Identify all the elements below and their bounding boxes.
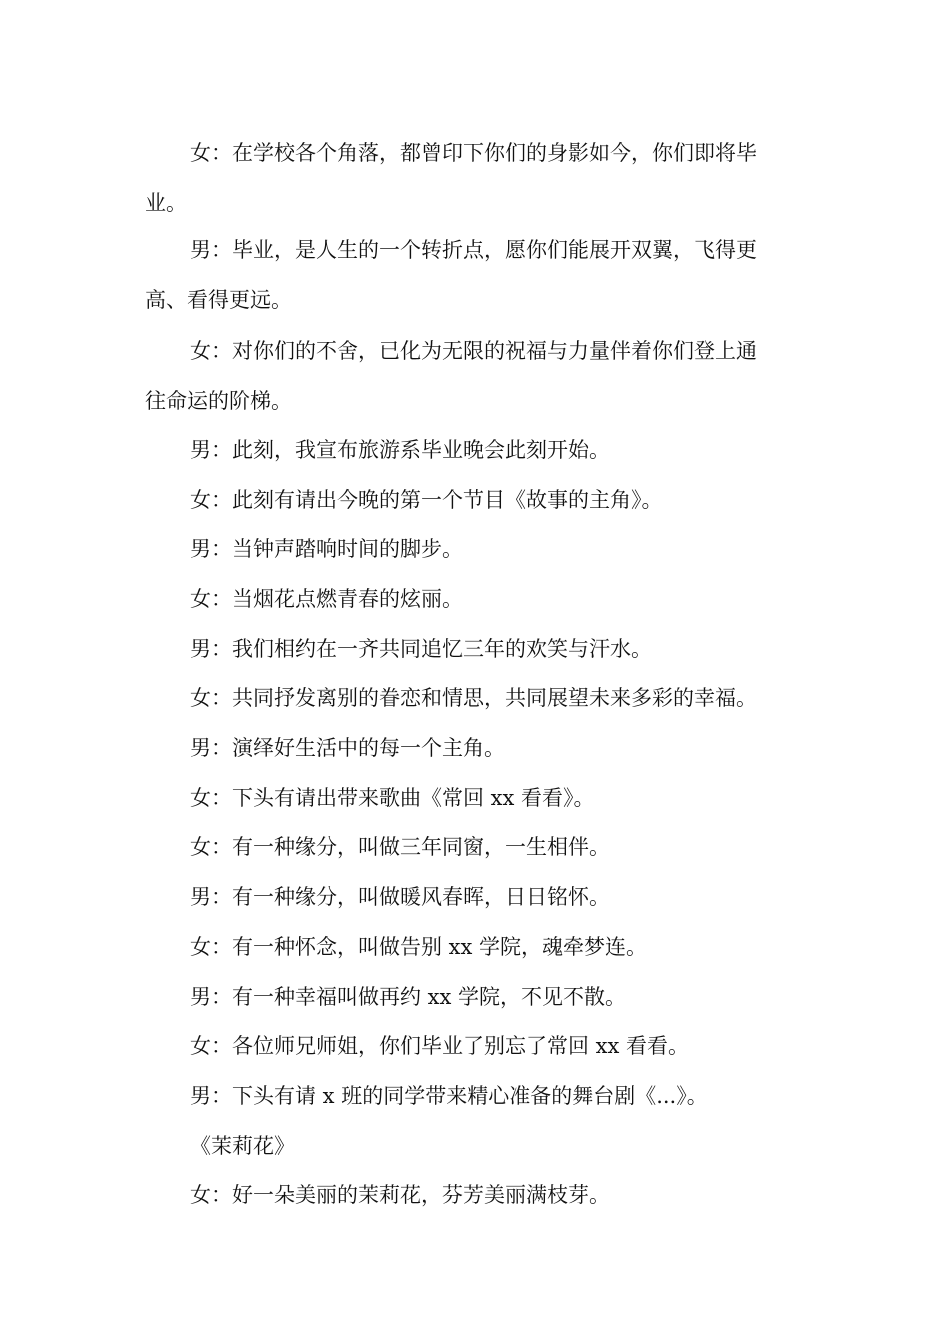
text-line: 女：共同抒发离别的眷恋和情思，共同展望未来多彩的幸福。 xyxy=(190,686,757,710)
paragraph xyxy=(145,128,810,228)
text-line: 业。 xyxy=(145,191,187,215)
paragraph xyxy=(145,475,810,525)
text-line: 女：好一朵美丽的茉莉花，芬芳美丽满枝芽。 xyxy=(190,1183,610,1207)
paragraph xyxy=(145,922,810,972)
text-line: 往命运的阶梯。 xyxy=(145,389,292,413)
text-line: 男：有一种幸福叫做再约 xx 学院，不见不散。 xyxy=(190,985,627,1009)
text-line: 女：当烟花点燃青春的炫丽。 xyxy=(190,587,463,611)
paragraph xyxy=(145,225,810,325)
text-line: 女：有一种怀念，叫做告别 xx 学院，魂牵梦连。 xyxy=(190,935,648,959)
paragraph xyxy=(145,872,810,922)
text-line: 女：此刻有请出今晚的第一个节目《故事的主角》。 xyxy=(190,488,663,512)
text-line: 女：有一种缘分，叫做三年同窗，一生相伴。 xyxy=(190,835,610,859)
paragraph xyxy=(145,723,810,773)
text-line: 男：当钟声踏响时间的脚步。 xyxy=(190,537,463,561)
paragraph xyxy=(145,1021,810,1071)
paragraph xyxy=(145,1071,810,1121)
section-heading xyxy=(145,1121,810,1171)
text-line: 男：有一种缘分，叫做暖风春晖，日日铭怀。 xyxy=(190,885,610,909)
text-line: 女：在学校各个角落，都曾印下你们的身影如今，你们即将毕 xyxy=(190,141,757,165)
paragraph xyxy=(145,773,810,823)
text-line: 女：下头有请出带来歌曲《常回 xx 看看》。 xyxy=(190,786,595,810)
paragraph xyxy=(145,425,810,475)
text-line: 男：我们相约在一齐共同追忆三年的欢笑与汗水。 xyxy=(190,637,652,661)
text-line: 男：此刻，我宣布旅游系毕业晚会此刻开始。 xyxy=(190,438,610,462)
text-line: 高、看得更远。 xyxy=(145,288,292,312)
text-line: 男：演绎好生活中的每一个主角。 xyxy=(190,736,505,760)
paragraph xyxy=(145,1170,810,1220)
paragraph xyxy=(145,822,810,872)
paragraph xyxy=(145,326,810,426)
paragraph xyxy=(145,574,810,624)
text-line: 《茉莉花》 xyxy=(190,1134,295,1158)
text-line: 男：下头有请 x 班的同学带来精心准备的舞台剧《...》。 xyxy=(190,1084,708,1108)
text-line: 女：对你们的不舍，已化为无限的祝福与力量伴着你们登上通 xyxy=(190,339,757,363)
paragraph xyxy=(145,624,810,674)
text-line: 男：毕业，是人生的一个转折点，愿你们能展开双翼，飞得更 xyxy=(190,238,757,262)
paragraph xyxy=(145,972,810,1022)
paragraph xyxy=(145,673,810,723)
text-line: 女：各位师兄师姐，你们毕业了别忘了常回 xx 看看。 xyxy=(190,1034,690,1058)
paragraph xyxy=(145,524,810,574)
